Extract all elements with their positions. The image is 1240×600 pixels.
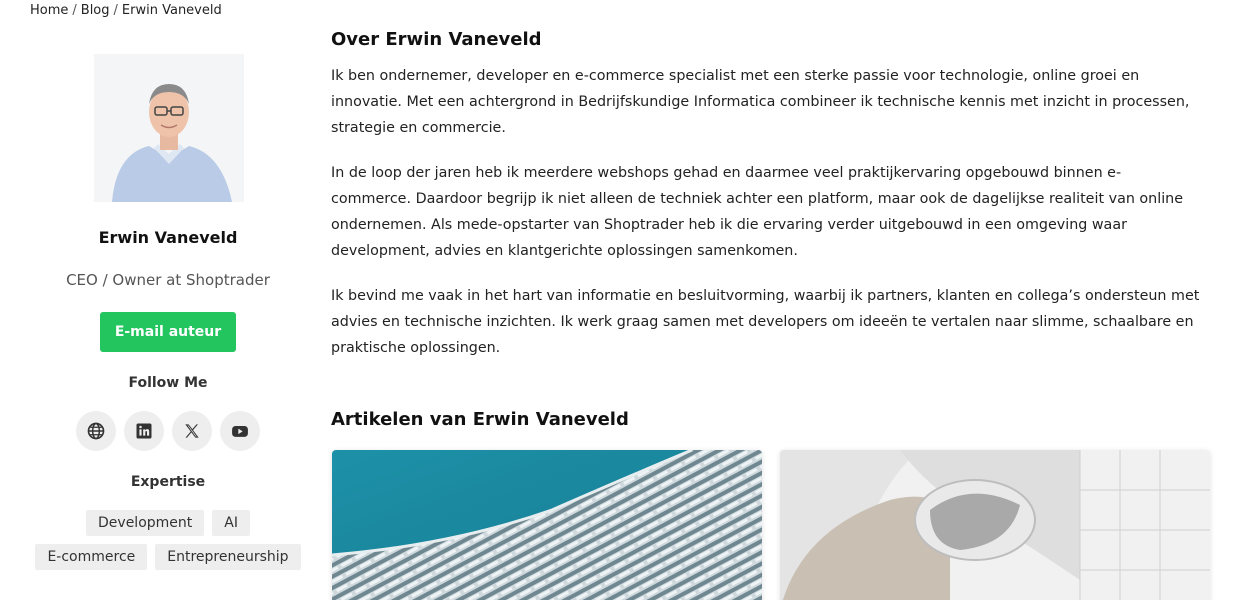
about-paragraph: In de loop der jaren heb ik meerdere webshops gehad en daarmee veel praktijkervaring opgebouwd binnen e-commerce. Daardoor begrijp ik niet alleen de techniek achter een platform, maar ook de dagelijkse realiteit van online ondernemen. Als mede-opstarter van Shoptrader heb ik die ervaring verder uitgebouwd in een omgeving waar development, advies en klantgerichte oplossingen samenkomen. <box>331 165 1184 259</box>
breadcrumb-home[interactable]: Home <box>30 3 69 18</box>
article-card[interactable] <box>332 450 762 600</box>
expertise-tag: E-commerce <box>35 544 147 570</box>
about-paragraph: Ik bevind me vaak in het hart van informatie en besluitvorming, waarbij ik partners, klanten en collega’s ondersteun met advies en technische inzichten. Ik werk graag samen met developers om ideeën te vertalen naar slimme, schaalbare en praktische oplossingen. <box>331 288 1200 356</box>
article-card[interactable] <box>780 450 1210 600</box>
author-portrait-image <box>94 54 244 202</box>
social-links <box>76 411 260 451</box>
about-paragraph: Ik ben ondernemer, developer en e-commerce specialist met een sterke passie voor technologie, online groei en innovatie. Met een achtergrond in Bedrijfskundige Informatica combineer ik technische kennis met inzicht in processen, strategie en commercie. <box>331 68 1190 136</box>
article-image-architecture-white <box>780 450 1210 600</box>
breadcrumb-blog[interactable]: Blog <box>80 3 110 18</box>
breadcrumb-current: Erwin Vaneveld <box>121 3 222 18</box>
author-role: CEO / Owner at Shoptrader <box>66 271 270 289</box>
article-image-architecture-blue <box>332 450 762 600</box>
breadcrumb-separator: / <box>72 3 77 18</box>
email-author-button[interactable]: E-mail auteur <box>100 312 236 352</box>
avatar <box>94 54 244 202</box>
youtube-link[interactable] <box>220 411 260 451</box>
article-cards <box>332 450 1210 600</box>
expertise-tag: AI <box>212 510 250 536</box>
linkedin-link[interactable] <box>124 411 164 451</box>
breadcrumb-separator: / <box>113 3 118 18</box>
breadcrumb <box>30 3 222 18</box>
articles-heading: Artikelen van Erwin Vaneveld <box>331 409 629 430</box>
about-heading: Over Erwin Vaneveld <box>331 29 542 50</box>
x-link[interactable] <box>172 411 212 451</box>
linkedin-icon <box>134 421 154 441</box>
globe-icon <box>86 421 106 441</box>
expertise-tag: Entrepreneurship <box>155 544 300 570</box>
x-icon <box>182 421 202 441</box>
expertise-tags <box>34 510 302 570</box>
youtube-icon <box>230 421 250 441</box>
expertise-tag: Development <box>86 510 204 536</box>
follow-me-heading: Follow Me <box>128 375 208 391</box>
author-name: Erwin Vaneveld <box>98 228 238 247</box>
about-text <box>331 63 1201 380</box>
website-link[interactable] <box>76 411 116 451</box>
expertise-heading: Expertise <box>130 474 206 490</box>
